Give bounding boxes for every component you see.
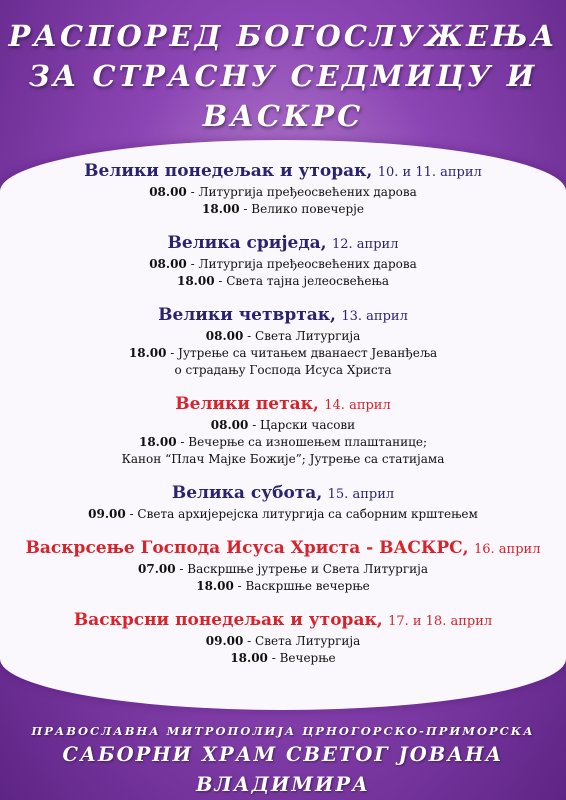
service-line — [0, 506, 566, 523]
service-line — [0, 650, 566, 667]
service-desc: - Царски часови — [248, 418, 356, 432]
service-time: 18.00 — [230, 651, 268, 665]
day-date: 14. април — [324, 398, 391, 413]
service-time: 18.00 — [138, 435, 177, 449]
footer-line-1: ПРАВОСЛАВНА МИТРОПОЛИЈА ЦРНОГОРСКО-ПРИМОРСКА — [31, 724, 535, 738]
service-desc: - Света тајна јелеосвећења — [214, 274, 390, 288]
service-line — [0, 633, 566, 650]
day-block — [0, 537, 566, 595]
day-title: Васкрсни понедељак и уторак, — [73, 610, 383, 630]
day-title: Велики понедељак и уторак, — [84, 161, 373, 181]
day-title: Велики четвртак, — [158, 305, 336, 325]
service-desc: - Света Литургија — [243, 329, 361, 343]
poster-footer — [0, 722, 566, 800]
day-block — [0, 482, 566, 523]
service-desc: - Васкршње вечерње — [233, 579, 370, 593]
footer-line-2: САБОРНИ ХРАМ СВЕТОГ ЈОВАНА ВЛАДИМИРА — [62, 743, 504, 796]
service-time: 18.00 — [176, 274, 215, 288]
service-time: 08.00 — [210, 418, 249, 432]
service-line — [0, 362, 566, 379]
service-line — [0, 273, 566, 290]
service-line — [0, 434, 566, 451]
service-line — [0, 417, 566, 434]
service-desc: - Васкршње јутрење и Света Литургија — [175, 562, 428, 576]
day-title: Васкрсење Господа Исуса Христа - ВАСКРС, — [25, 538, 469, 558]
service-desc: - Света Литургија — [243, 634, 361, 648]
day-title: Велика сриједа, — [167, 233, 327, 253]
service-desc: - Литургија пређеосвећених дарова — [186, 257, 417, 271]
day-block — [0, 160, 566, 218]
day-date: 16. април — [473, 542, 541, 557]
day-date: 17. и 18. април — [388, 614, 493, 629]
service-desc: - Вечерње са изношењем плаштанице; — [176, 435, 427, 449]
service-time: 18.00 — [128, 346, 167, 360]
service-time: 08.00 — [149, 257, 187, 271]
day-block — [0, 232, 566, 290]
service-time: 07.00 — [138, 562, 176, 576]
service-desc: - Велико повечерје — [239, 202, 364, 216]
service-time: 18.00 — [202, 202, 240, 216]
day-title: Велика субота, — [171, 483, 323, 503]
day-date: 12. април — [332, 237, 399, 252]
service-time: 09.00 — [205, 634, 244, 648]
service-line — [0, 451, 566, 468]
day-date: 15. април — [327, 487, 395, 502]
service-time: 18.00 — [196, 579, 234, 593]
service-line — [0, 256, 566, 273]
service-desc: - Литургија пређеосвећених дарова — [186, 185, 417, 199]
service-line — [0, 184, 566, 201]
schedule-list — [0, 160, 566, 681]
day-block — [0, 393, 566, 468]
title-line-2: ЗА СТРАСНУ СЕДМИЦУ И ВАСКРС — [28, 59, 538, 133]
service-line — [0, 345, 566, 362]
title-line-1: РАСПОРЕД БОГОСЛУЖЕЊА — [8, 19, 558, 53]
service-desc: - Вечерње — [267, 651, 336, 665]
service-line — [0, 561, 566, 578]
day-date: 13. април — [341, 309, 408, 324]
service-time: 09.00 — [88, 507, 126, 521]
service-desc: Канон “Плач Мајке Божије”; Јутрење са статијама — [121, 452, 445, 466]
service-desc: о страдању Господа Исуса Христа — [174, 363, 392, 377]
day-title: Велики петак, — [175, 394, 319, 414]
service-time: 08.00 — [149, 185, 187, 199]
day-block — [0, 304, 566, 379]
service-time: 08.00 — [205, 329, 244, 343]
service-line — [0, 328, 566, 345]
poster-header — [0, 0, 566, 140]
day-date: 10. и 11. април — [377, 165, 482, 180]
service-line — [0, 578, 566, 595]
day-block — [0, 609, 566, 667]
service-line — [0, 201, 566, 218]
service-desc: - Јутрење са читањем дванаест Јеванђеља — [166, 346, 438, 360]
service-desc: - Света архијерејска литургија са саборним крштењем — [125, 507, 478, 521]
